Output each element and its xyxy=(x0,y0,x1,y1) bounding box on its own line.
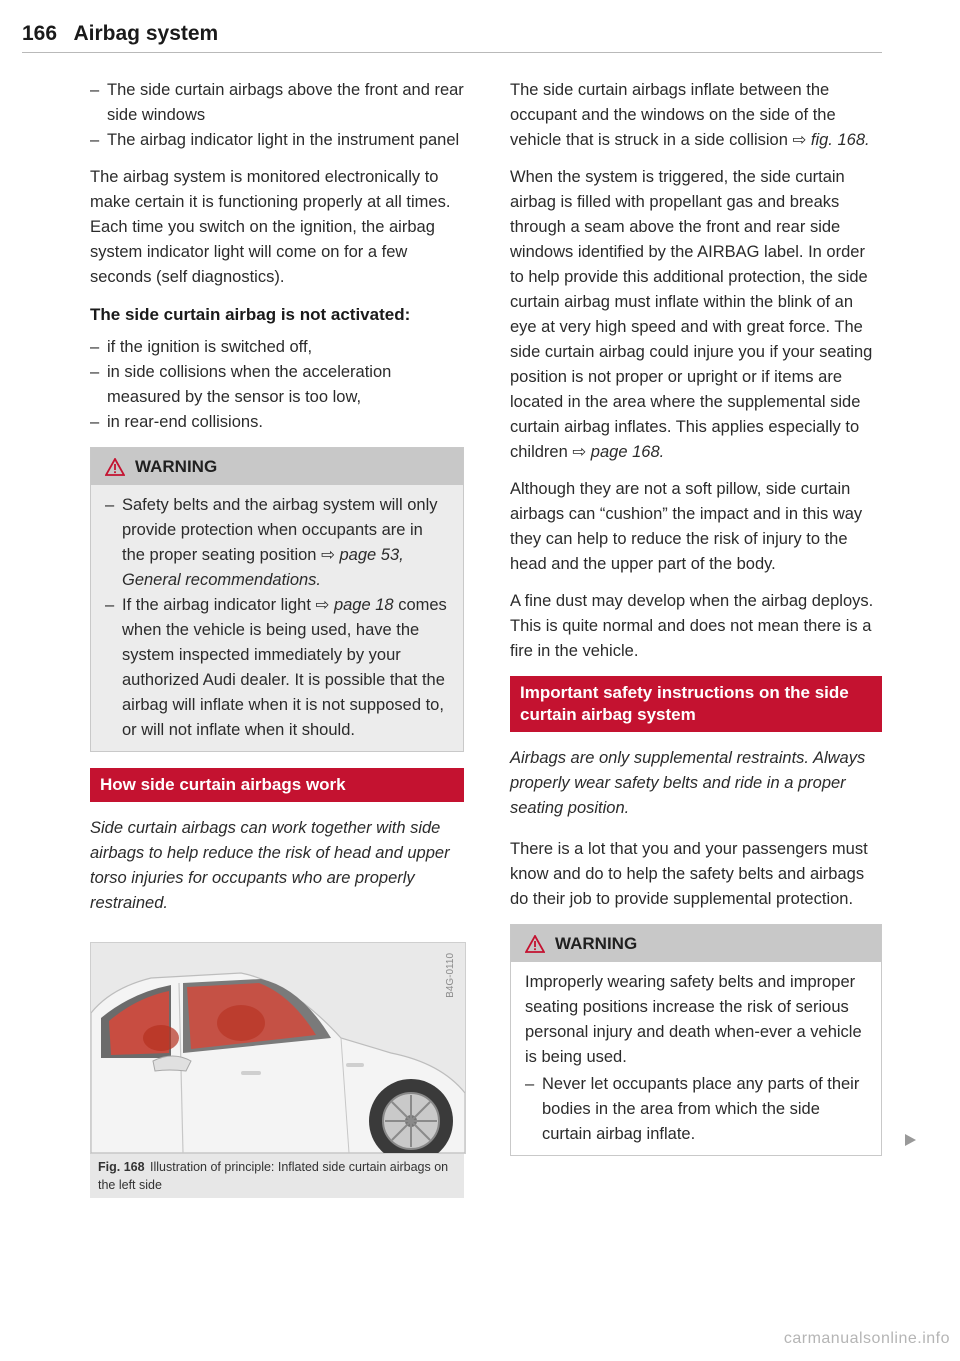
warning-triangle-icon xyxy=(105,458,125,476)
paragraph-text: The side curtain airbags inflate between the occupant and the windows on the side of the vehicle that is struck in a side collision xyxy=(510,81,836,149)
warning-item: – Never let occupants place any parts of their bodies in the area from which the side curtain airbag inflate. xyxy=(525,1072,867,1147)
watermark: carmanualsonline.info xyxy=(783,1330,950,1347)
figure-caption xyxy=(90,1154,464,1198)
warning-item-text: comes when the vehicle is being used, have the system inspected immediately by your authorized Audi dealer. It is possible that the airbag will inflate when it is not supposed to, or will not inflate when it should. xyxy=(122,596,447,739)
warning-text: Improperly wearing safety belts and improper seating positions increase the risk of serious personal injury and death when-ever a vehicle is being used. xyxy=(525,973,862,1066)
supplemental-paragraph: There is a lot that you and your passengers must know and do to help the safety belts and airbags do their job to provide supplemental protection. xyxy=(510,840,868,908)
figure-168 xyxy=(90,942,464,1198)
component-list xyxy=(90,78,464,153)
trigger-paragraph xyxy=(510,165,882,465)
not-activated-heading: The side curtain airbag is not activated: xyxy=(90,305,411,324)
warning-item-text: Safety belts and the airbag system will only provide protection when occupants are in the proper seating position xyxy=(122,496,438,564)
car-airbag-illustration xyxy=(90,942,466,1154)
section-heading: How side curtain airbags work xyxy=(90,768,464,802)
page-reference-link[interactable]: ⇨ page 53, General recommendations. xyxy=(122,546,404,589)
warning-item xyxy=(105,493,449,593)
page-reference-link[interactable]: ⇨ page 18 xyxy=(315,596,394,614)
inflation-paragraph xyxy=(510,78,882,153)
figure-reference-link[interactable]: ⇨ fig. 168. xyxy=(792,131,870,149)
continue-arrow-icon xyxy=(903,1133,917,1147)
section-heading: Important safety instructions on the side curtain airbag system xyxy=(510,676,882,732)
section-title: Airbag system xyxy=(73,22,219,45)
warning-title: WARNING xyxy=(555,934,638,953)
list-item: – if the ignition is switched off, xyxy=(90,335,464,360)
list-item: – in rear-end collisions. xyxy=(90,410,464,435)
not-activated-list xyxy=(90,335,464,435)
warning-item-text: If the airbag indicator light xyxy=(122,596,311,614)
figure-label: Fig. 168 xyxy=(98,1160,145,1174)
figure-code: B4G-0110 xyxy=(445,953,456,998)
page-reference-link[interactable]: ⇨ page 168. xyxy=(572,443,665,461)
dust-paragraph: A fine dust may develop when the airbag deploys. This is quite normal and does not mean there is a fire in the vehicle. xyxy=(510,592,874,660)
warning-item xyxy=(105,593,449,743)
warning-title: WARNING xyxy=(135,457,218,476)
list-item: – in side collisions when the acceleration measured by the sensor is too low, xyxy=(90,360,464,410)
list-item: – The airbag indicator light in the instrument panel xyxy=(90,128,464,153)
warning-header xyxy=(511,925,881,962)
header-rule xyxy=(22,52,882,53)
figure-caption-text: Illustration of principle: Inflated side curtain airbags on the left side xyxy=(98,1160,449,1192)
page-number: 166 xyxy=(22,22,58,45)
warning-box xyxy=(510,924,882,1156)
paragraph-text: When the system is triggered, the side curtain airbag is filled with propellant gas and breaks through a seam above the front and rear side windows identified by the AIRBAG label. In order to help provide this additional protection, the side curtain airbag must inflate within the blink of an eye at very high speed and with great force. The side curtain airbag could injure you if your seating position is not proper or upright or if items are located in the area where the supplemental side curtain airbag inflates. This applies especially to children xyxy=(510,168,873,461)
warning-triangle-icon xyxy=(525,935,545,953)
section-intro: Airbags are only supplemental restraints. Always properly wear safety belts and ride in a proper seating position. xyxy=(510,749,866,817)
page-header xyxy=(22,22,882,46)
car-illustration-graphic xyxy=(91,943,465,1153)
left-column xyxy=(90,78,464,1198)
warning-body xyxy=(91,485,463,751)
monitoring-paragraph: The airbag system is monitored electronically to make certain it is functioning properly at all times. Each time you switch on the ignition, the airbag system indicator light will come on for a few seconds (self diagnostics). xyxy=(90,168,451,286)
warning-header xyxy=(91,448,463,485)
cushion-paragraph: Although they are not a soft pillow, side curtain airbags can “cushion” the impact and in this way they can help to reduce the risk of injury to the head and the upper part of the body. xyxy=(510,480,863,573)
list-item: – The side curtain airbags above the front and rear side windows xyxy=(90,78,464,128)
right-column xyxy=(510,78,882,1172)
warning-box xyxy=(90,447,464,752)
section-intro: Side curtain airbags can work together with side airbags to help reduce the risk of head and upper torso injuries for occupants who are properly restrained. xyxy=(90,819,450,912)
warning-body xyxy=(511,962,881,1155)
